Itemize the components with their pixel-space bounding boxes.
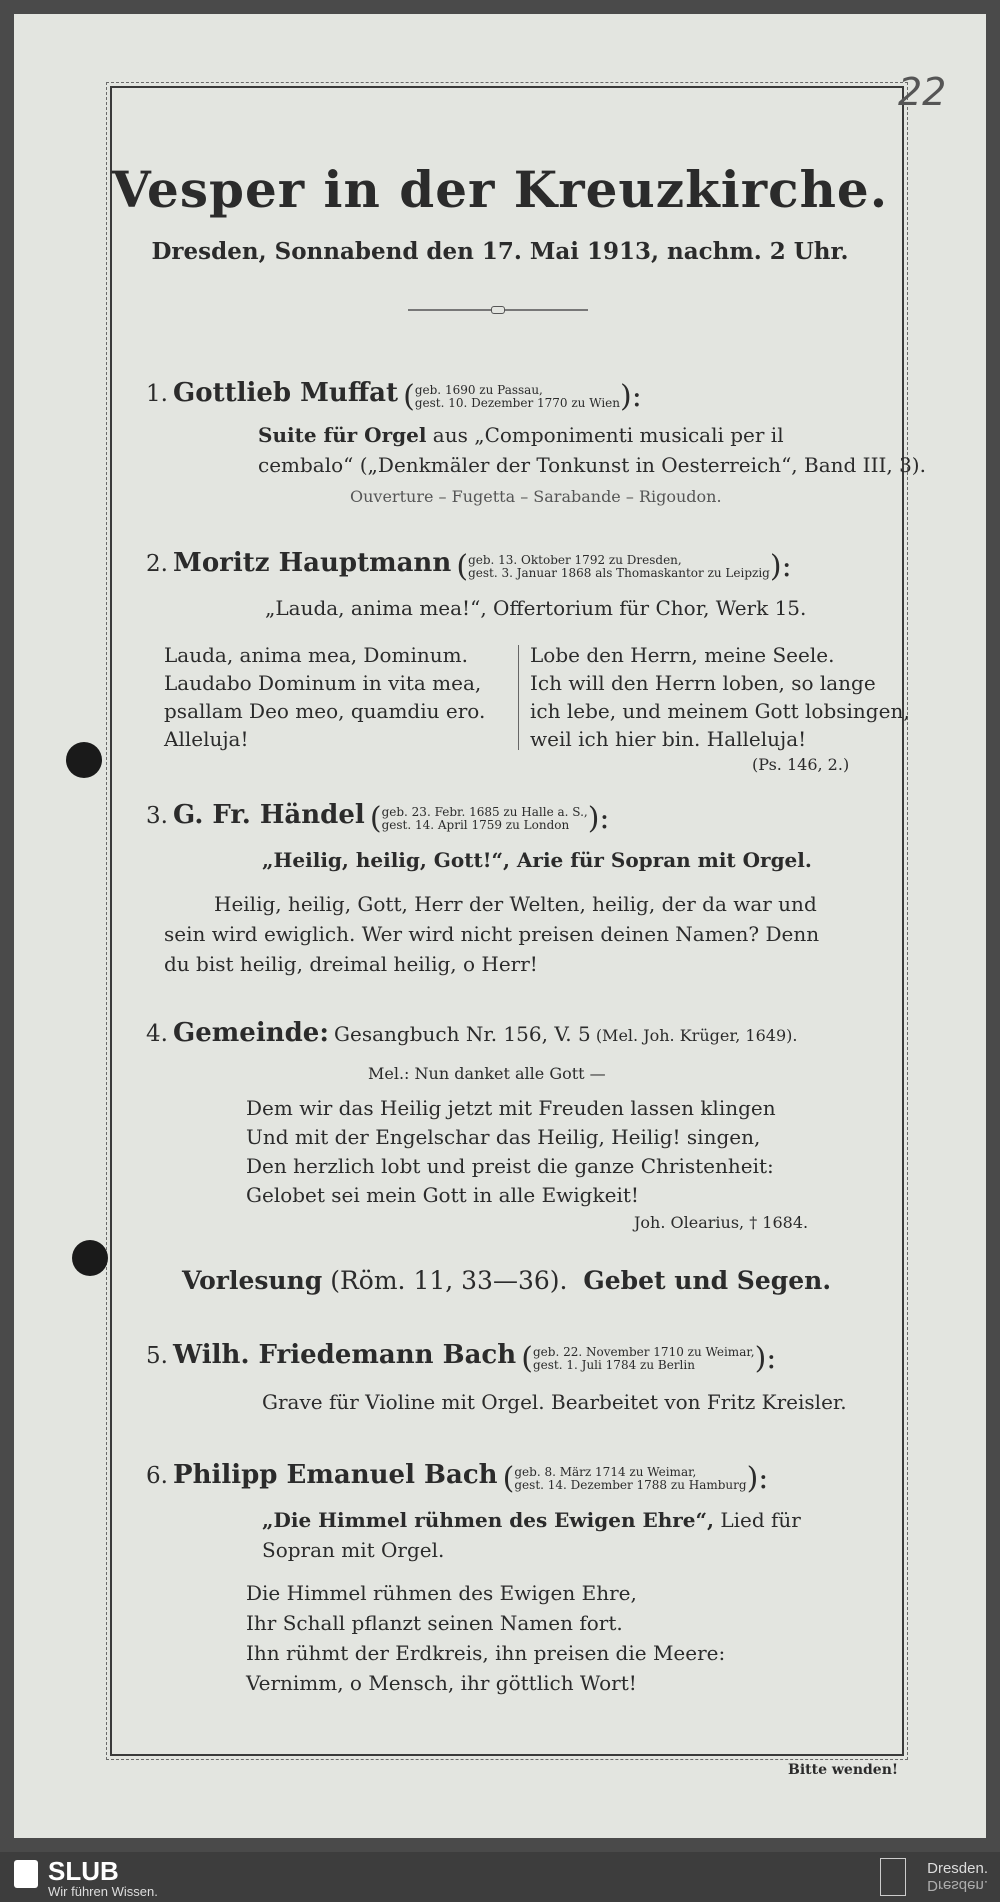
page-subtitle: Dresden, Sonnabend den 17. Mai 1913, nachm. 2 Uhr. [151,238,849,265]
latin-text: Lauda, anima mea, Dominum. Laudabo Dominum in vita mea, psallam Deo meo, quamdiu ero. Alleluja! [164,643,486,751]
german-text: Lobe den Herrn, meine Seele. Ich will den Herrn loben, so lange ich lebe, und meinem Gott lobsingen, weil ich hier bin. Halleluja! [530,643,910,751]
handwritten-note: 22 [898,70,947,114]
program-item-2-work: „Lauda, anima mea!“, Offertorium für Chor, Werk 15. [265,596,807,620]
slub-brand: SLUB [48,1856,119,1886]
psalm-reference: (Ps. 146, 2.) [752,755,850,774]
reading-line: Vorlesung (Röm. 11, 33—36). Gebet und Segen. [182,1266,832,1295]
turn-over-note: Bitte wenden! [788,1762,899,1778]
program-item-1-heading: 1. Gottlieb Muffat (geb. 1690 zu Passau, gest. 10. Dezember 1770 zu Wien): [146,378,642,414]
program-item-4-heading: 4. Gemeinde: Gesangbuch Nr. 156, V. 5 (Mel. Joh. Krüger, 1649). [146,1018,798,1048]
column-divider [518,645,519,750]
melody-note: Mel.: Nun danket alle Gott — [368,1064,606,1083]
footer-bar [0,1852,1000,1902]
slub-tagline: Wir führen Wissen. [48,1884,158,1899]
punch-hole [66,742,102,778]
hymn-text: Dem wir das Heilig jetzt mit Freuden lassen klingen Und mit der Engelschar das Heilig, Heilig! singen, Den herzlich lobt und preist die ganze Christenheit: Gelobet sei mein Gott in alle Ewigkeit! [246,1096,776,1207]
program-item-3-text: Heilig, heilig, Gott, Herr der Welten, heilig, der da war und sein wird ewiglich. Wer wird nicht preisen deinen Namen? Denn du bist heilig, dreimal heilig, o Herr! [164,892,820,976]
program-item-1-work: Suite für Orgel aus „Componimenti musicali per il [258,423,784,447]
program-item-3-work: „Heilig, heilig, Gott!“, Arie für Sopran mit Orgel. [262,848,812,872]
program-item-6-work-cont: Sopran mit Orgel. [262,1538,445,1562]
hymn-author: Joh. Olearius, † 1684. [634,1213,809,1232]
program-item-1-movements: Ouverture – Fugetta – Sarabande – Rigoudon. [350,487,722,506]
song-text: Die Himmel rühmen des Ewigen Ehre, Ihr Schall pflanzt seinen Namen fort. Ihn rühmt der Erdkreis, ihn preisen die Meere: Vernimm, o Mensch, ihr göttlich Wort! [246,1581,726,1695]
program-item-6-work: „Die Himmel rühmen des Ewigen Ehre“, Lied für [262,1508,801,1532]
dresden-logo: Dresden. Dresden. [927,1860,988,1894]
punch-hole [72,1240,108,1276]
program-item-6-heading: 6. Philipp Emanuel Bach (geb. 8. März 1714 zu Weimar, gest. 14. Dezember 1788 zu Hamburg): [146,1460,769,1496]
page-title: Vesper in der Kreuzkirche. [111,160,889,219]
program-item-2-heading: 2. Moritz Hauptmann (geb. 13. Oktober 1792 zu Dresden, gest. 3. Januar 1868 als Thomaskantor zu Leipzig): [146,548,792,584]
program-item-1-work-cont: cembalo“ („Denkmäler der Tonkunst in Oesterreich“, Band III, 3). [258,453,926,477]
program-item-3-heading: 3. G. Fr. Händel (geb. 23. Febr. 1685 zu Halle a. S., gest. 14. April 1759 zu London ): [146,800,610,836]
ornament-dot [491,306,505,314]
slub-logo-icon [14,1860,38,1888]
dresden-crest-icon [880,1858,906,1896]
program-item-5-heading: 5. Wilh. Friedemann Bach (geb. 22. November 1710 zu Weimar, gest. 1. Juli 1784 zu Berlin ): [146,1340,777,1376]
program-item-5-work: Grave für Violine mit Orgel. Bearbeitet von Fritz Kreisler. [262,1390,847,1414]
